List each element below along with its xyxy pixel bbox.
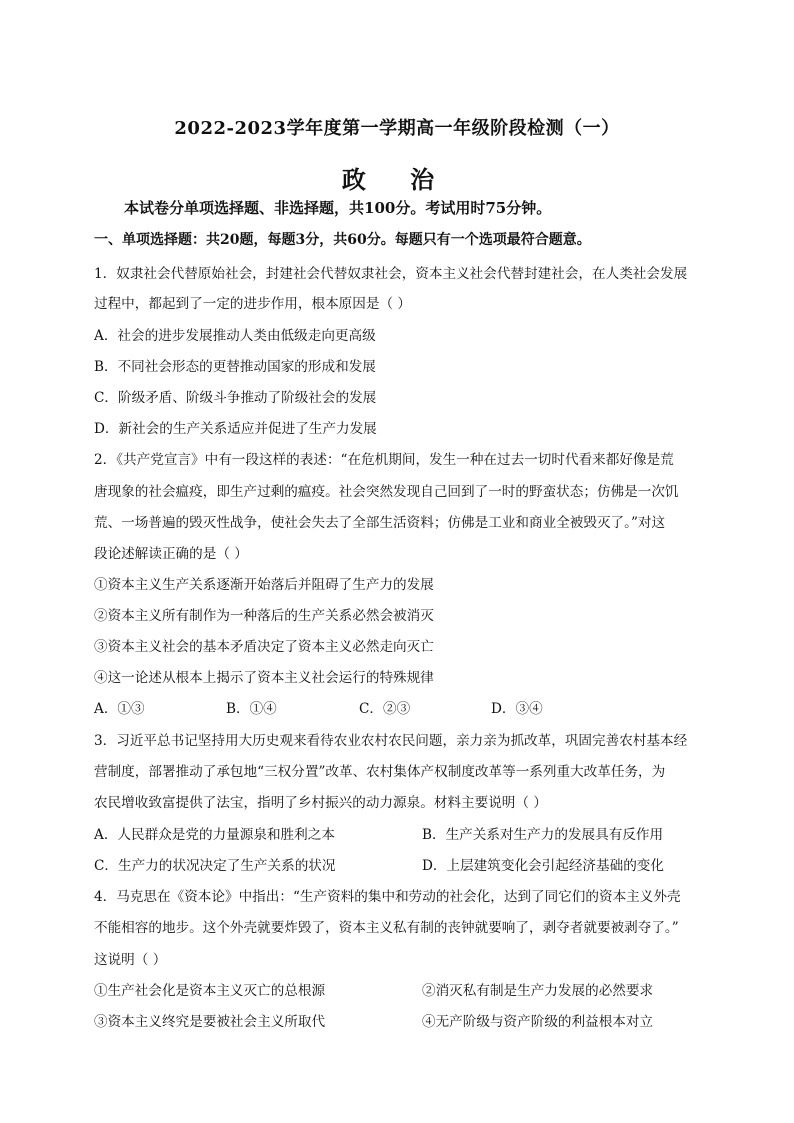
q1-stem-line2: 过程中，都起到了一定的进步作用，根本原因是（ ） — [94, 296, 411, 312]
q2-option-c: C．②③ — [359, 701, 411, 717]
exam-intro: 本试卷分单项选择题、非选择题，共100分。考试用时75分钟。 — [124, 199, 552, 217]
q1-option-d: D．新社会的生产关系适应并促进了生产力发展 — [94, 421, 377, 437]
q3-option-b: B．生产关系对生产力的发展具有反作用 — [422, 827, 664, 843]
q4-stem-line2: 不能相容的地步。这个外壳就要炸毁了，资本主义私有制的丧钟就要响了，剥夺者就要被剥夺了。” — [94, 920, 679, 936]
q2-stem-line4: 段论述解读正确的是（ ） — [94, 546, 248, 562]
q2-option-a: A．①③ — [94, 701, 145, 717]
q2-option-b: B．①④ — [226, 701, 277, 717]
q4-statement-4: ④无产阶级与资产阶级的利益根本对立 — [422, 1014, 654, 1030]
q2-statement-4: ④这一论述从根本上揭示了资本主义社会运行的特殊规律 — [94, 670, 434, 686]
q4-statement-1: ①生产社会化是资本主义灭亡的总根源 — [94, 983, 326, 999]
q2-stem-line3: 荒、一场普遍的毁灭性战争，使社会失去了全部生活资料；仿佛是工业和商业全被毁灭了。”对这 — [94, 515, 666, 531]
section-heading: 一、单项选择题：共20题，每题3分，共60分。每题只有一个选项最符合题意。 — [94, 232, 591, 248]
q4-statement-3: ③资本主义终究是要被社会主义所取代 — [94, 1014, 326, 1030]
q3-option-a: A．人民群众是党的力量源泉和胜利之本 — [94, 827, 335, 843]
q4-stem-line3: 这说明（ ） — [94, 952, 167, 968]
q2-statement-1: ①资本主义生产关系逐渐开始落后并阻碍了生产力的发展 — [94, 577, 434, 593]
q3-option-c: C．生产力的状况决定了生产关系的状况 — [94, 858, 336, 874]
q2-stem-line2: 唐现象的社会瘟疫，即生产过剩的瘟疫。社会突然发现自己回到了一时的野蛮状态；仿佛是一次饥 — [94, 484, 679, 500]
q4-stem-line1: 4．马克思在《资本论》中指出：“生产资料的集中和劳动的社会化，达到了同它们的资本主义外壳 — [94, 889, 681, 905]
q3-stem-line1: 3．习近平总书记坚持用大历史观来看待农业农村农民问题，亲力亲为抓改革，巩固完善农村基本经 — [94, 733, 688, 749]
q1-option-b: B．不同社会形态的更替推动国家的形成和发展 — [94, 359, 376, 375]
subject-title: 政 治 — [341, 165, 453, 194]
q3-option-d: D．上层建筑变化会引起经济基础的变化 — [422, 858, 664, 874]
q2-statement-3: ③资本主义社会的基本矛盾决定了资本主义必然走向灭亡 — [94, 639, 434, 655]
q1-option-c: C．阶级矛盾、阶级斗争推动了阶级社会的发展 — [94, 390, 377, 406]
q3-stem-line2: 营制度，部署推动了承包地“三权分置”改革、农村集体产权制度改革等一系列重大改革任务，为 — [94, 764, 666, 780]
q1-option-a: A．社会的进步发展推动人类由低级走向更高级 — [94, 328, 376, 344]
q3-stem-line3: 农民增收致富提供了法宝，指明了乡村振兴的动力源泉。材料主要说明（ ） — [94, 795, 547, 811]
q2-stem-line1: 2．《共产党宣言》中有一段这样的表述：“在危机期间，发生一种在过去一切时代看来都好像是荒 — [94, 452, 674, 468]
exam-title: 2022-2023学年度第一学期高一年级阶段检测（一） — [174, 118, 620, 139]
q1-stem-line1: 1．奴隶社会代替原始社会，封建社会代替奴隶社会，资本主义社会代替封建社会，在人类社会发展 — [94, 266, 688, 282]
q2-options-row — [94, 697, 694, 717]
q4-statement-2: ②消灭私有制是生产力发展的必然要求 — [422, 983, 654, 999]
q2-option-d: D．③④ — [491, 701, 543, 717]
q2-statement-2: ②资本主义所有制作为一种落后的生产关系必然会被消灭 — [94, 608, 434, 624]
